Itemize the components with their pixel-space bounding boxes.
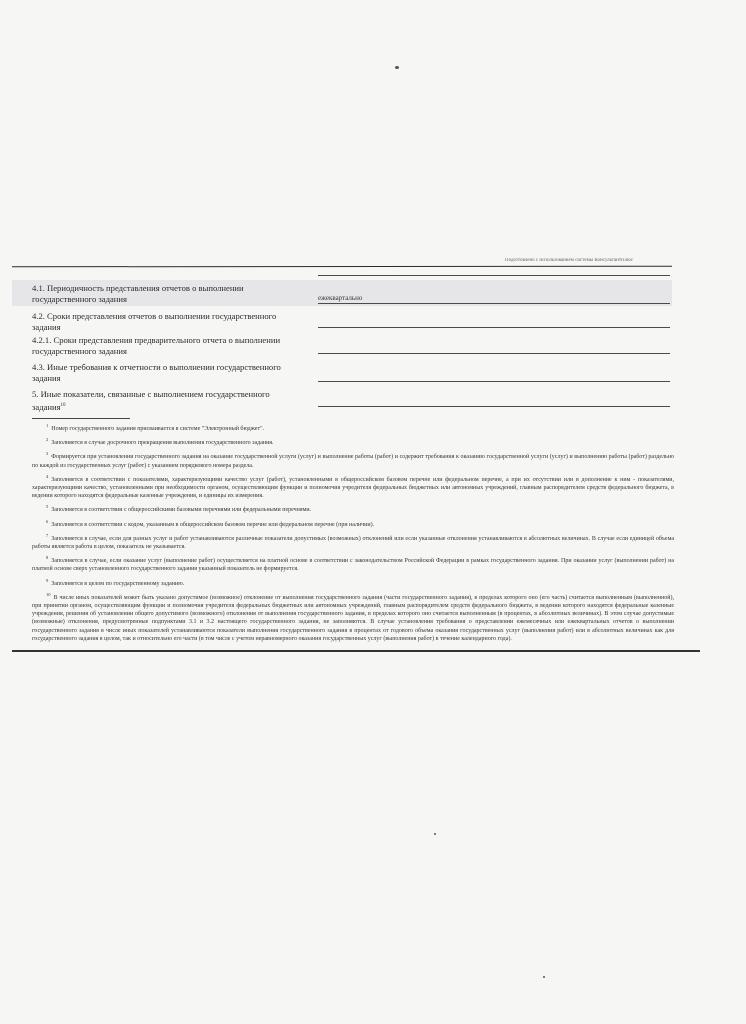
footnotes <box>32 422 674 646</box>
footnote-rule <box>32 418 130 419</box>
footer-rule <box>12 650 700 652</box>
footnote <box>32 554 674 573</box>
footnote-text: Формируется при установлении государственного задания на оказание государственной услуги (услуг) и выполнение работы (работ) и содержит требования к оказанию государственной услуги (услуг) и выполнению работы (работ) раздельно по каждой из государственных услуг (работ) с указанием порядкового номера раздела. <box>32 454 674 469</box>
footnote-text: Заполняется в случае, если оказание услуг (выполнение работ) осуществляется на платной основе в соответствии с законодательством Российской Федерации в рамках государственного задания. При оказании услуг (выполнении работ) на платной основе сверх установленного государственного задания указанный показатель не формируется. <box>32 558 674 573</box>
footnote-number: 7 <box>46 532 49 538</box>
consultant-note: Подготовлено с использованием системы КонсультантПлюс <box>505 258 634 263</box>
footnote-text: Заполняется в целом по государственному заданию. <box>51 580 185 587</box>
scan-speck <box>434 833 436 835</box>
scan-speck <box>543 976 545 978</box>
footnote-ref: 10 <box>60 403 66 408</box>
footnote <box>32 532 674 551</box>
value-line <box>318 327 670 328</box>
footnote-text: Заполняется в соответствии с показателями, характеризующими качество услуг (работ), установленными в общероссийском базовом перечне или федеральном перечне, а при их отсутствии или в дополнение к ним - показателями, характеризующими качество, установленными при необходимости органом, осуществляющим функции и полномочия учредителя федеральных бюджетных или автономных учреждений, главным распорядителем средств федерального бюджета, в ведении которого находятся федеральные казенные учреждения, и единицы их измерения. <box>32 476 674 500</box>
footnote-number: 3 <box>46 451 49 457</box>
footnote-text: Заполняется в случае досрочного прекращения выполнения государственного задания. <box>51 440 274 447</box>
value-line <box>318 406 670 407</box>
footnote <box>32 591 674 643</box>
footnote <box>32 422 674 433</box>
header-rule <box>12 266 672 268</box>
footnote <box>32 450 674 469</box>
value-line <box>318 353 670 354</box>
footnote <box>32 436 674 447</box>
footnote <box>32 518 674 529</box>
footnote-number: 5 <box>46 504 49 510</box>
footnote <box>32 473 674 501</box>
footnote <box>32 577 674 588</box>
value-line <box>318 303 670 304</box>
footnote-text: Заполняется в соответствии с общероссийскими базовыми перечнями или федеральными перечнями. <box>51 507 312 514</box>
scan-speck <box>395 66 399 69</box>
footnote-number: 2 <box>46 437 49 443</box>
row-label: 4.3. Иные требования к отчетности о выполнении государственного задания <box>32 362 281 383</box>
footnote-number: 10 <box>46 591 51 597</box>
row-label: 4.2.1. Сроки представления предварительного отчета о выполнении государственного задания <box>32 335 281 356</box>
value-line <box>318 275 670 276</box>
row-label <box>32 389 302 413</box>
footnote-number: 1 <box>46 423 49 428</box>
row-label-text: 5. Иные показатели, связанные с выполнением государственного задания <box>32 389 270 412</box>
footnote-text: В числе иных показателей может быть указано допустимое (возможное) отклонение от выполнения государственного задания (части государственного задания), в пределах которого оно (его часть) считается выполненным (выполненной), при принятии органом, осуществляющим функции и полномочия учредителя федеральных бюджетных или автономных учреждений, главным распорядителем средств федерального бюджета, в ведении которого находятся федеральные казенные учреждения, решения об установлении общего допустимого (возможного) отклонения от выполнения государственного задания, в пределах которого оно считается выполненным (в процентах, в абсолютных величинах). В этом случае допустимые (возможные) отклонения, предусмотренные подпунктами 3.1 и 3.2 настоящего государственного задания, не заполняются. В случае установления требования о представлении ежемесячных или ежеквартальных отчетов о выполнении государственного задания в числе иных показателей устанавливаются показатели выполнения государственного задания в процентах от годового объема оказания государственных услуг (выполнения работ) или в абсолютных величинах как для государственного задания в целом, так и относительно его части (в том числе с учетом неравномерного оказания государственных услуг (выполнения работ) в течение календарного года). <box>32 594 674 642</box>
footnote <box>32 503 674 514</box>
footnote-number: 9 <box>46 577 49 583</box>
footnote-text: Заполняется в случае, если для разных услуг и работ устанавливаются различные показатели допустимых (возможных) отклонений или если указанные отклонения устанавливаются в абсолютных величинах. В случае если единицей объема работы является работа в целом, показатель не указывается. <box>32 535 674 551</box>
footnote-text: Заполняется в соответствии с кодом, указанным в общероссийском базовом перечне или федеральном перечне (при наличии). <box>51 521 375 528</box>
footnote-number: 4 <box>46 473 49 479</box>
footnote-text: Номер государственного задания присваивается в системе "Электронный бюджет". <box>51 426 265 432</box>
row-label: 4.2. Сроки представления отчетов о выполнении государственного задания <box>32 311 277 332</box>
footnote-number: 8 <box>46 555 49 561</box>
row-label: 4.1. Периодичность представления отчетов о выполнении государственного задания <box>32 283 244 304</box>
value-line <box>318 381 670 382</box>
row-value: ежеквартально <box>318 294 363 302</box>
footnote-number: 6 <box>46 518 49 524</box>
